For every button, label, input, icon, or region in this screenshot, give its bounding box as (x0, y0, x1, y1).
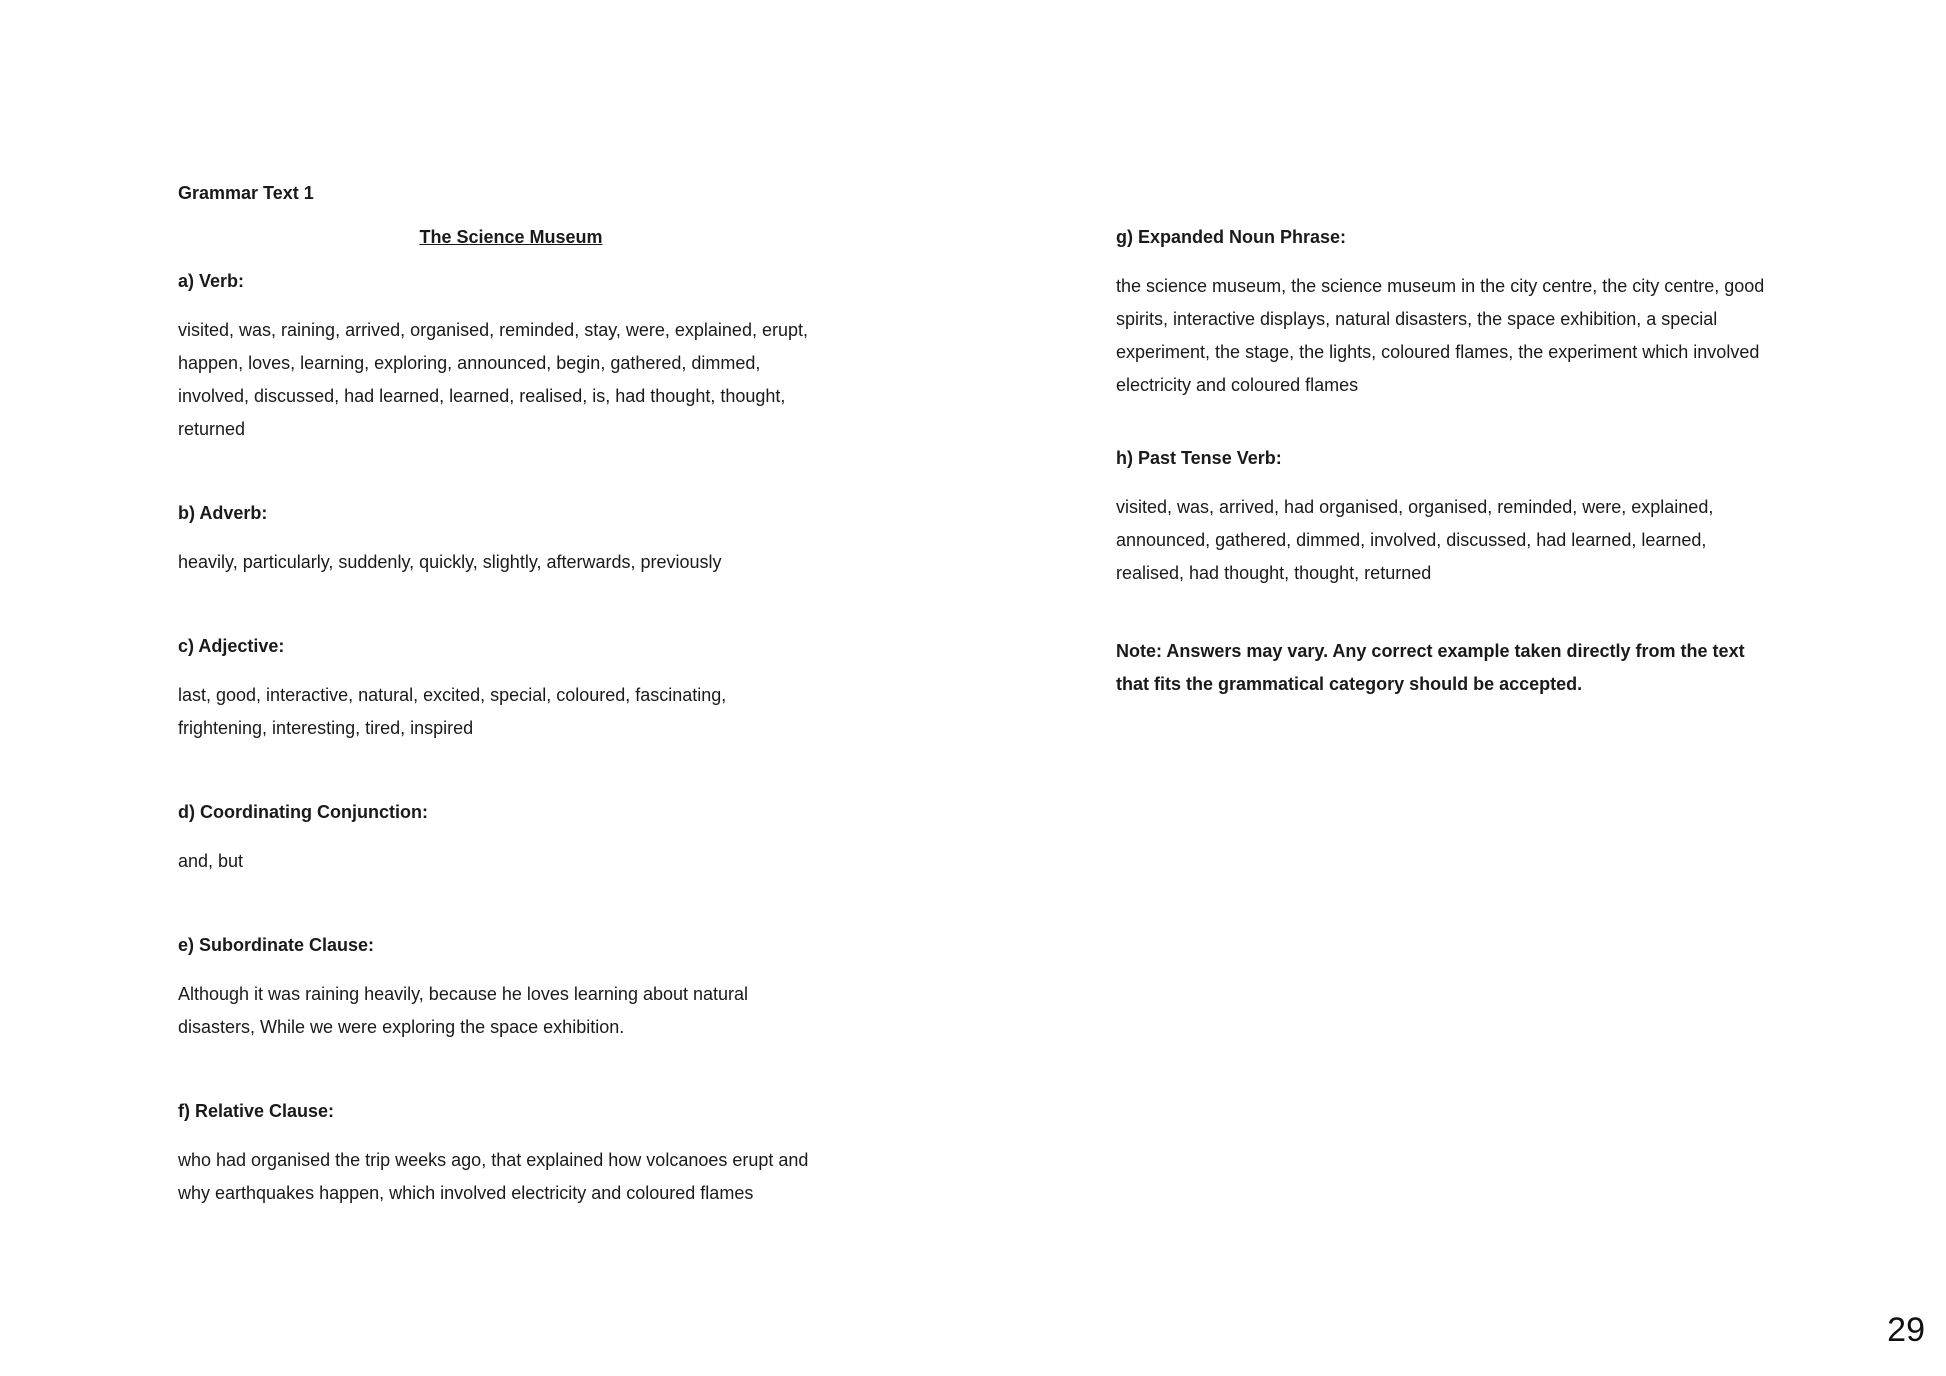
section-coordinating-conjunction (178, 801, 858, 878)
right-column (1116, 226, 1796, 701)
section-heading: b) Adverb: (178, 503, 268, 523)
body-line: visited, was, arrived, had organised, organised, reminded, were, explained, (1116, 497, 1714, 517)
body-line: happen, loves, learning, exploring, announced, begin, gathered, dimmed, (178, 353, 761, 373)
body-line: involved, discussed, had learned, learned, realised, is, had thought, thought, (178, 386, 786, 406)
section-body (178, 1144, 858, 1210)
left-column (178, 182, 858, 1210)
note-line: Note: Answers may vary. Any correct example taken directly from the text (1116, 641, 1745, 661)
section-adjective (178, 635, 858, 745)
section-body (178, 978, 858, 1044)
body-line: realised, had thought, thought, returned (1116, 563, 1432, 583)
body-line: and, but (178, 851, 244, 871)
body-line: the science museum, the science museum in the city centre, the city centre, good (1116, 276, 1765, 296)
section-body (178, 546, 858, 579)
section-expanded-noun-phrase (1116, 226, 1796, 402)
section-heading: e) Subordinate Clause: (178, 935, 375, 955)
body-line: frightening, interesting, tired, inspired (178, 718, 474, 738)
body-line: electricity and coloured flames (1116, 375, 1359, 395)
section-body (178, 314, 858, 446)
body-line: heavily, particularly, suddenly, quickly, slightly, afterwards, previously (178, 552, 722, 572)
section-heading: h) Past Tense Verb: (1116, 448, 1282, 468)
section-body (178, 679, 858, 745)
body-line: disasters, While we were exploring the space exhibition. (178, 1017, 625, 1037)
section-heading: g) Expanded Noun Phrase: (1116, 227, 1347, 247)
section-body (1116, 491, 1796, 590)
section-subordinate-clause (178, 934, 858, 1044)
body-line: last, good, interactive, natural, excited, special, coloured, fascinating, (178, 685, 727, 705)
section-heading: d) Coordinating Conjunction: (178, 802, 428, 822)
section-heading: a) Verb: (178, 271, 245, 291)
answer-note (1116, 635, 1796, 701)
body-line: why earthquakes happen, which involved electricity and coloured flames (178, 1183, 754, 1203)
section-relative-clause (178, 1100, 858, 1210)
section-body (178, 845, 858, 878)
section-body (1116, 270, 1796, 402)
page-number: 29 (1887, 1311, 1925, 1349)
section-heading: f) Relative Clause: (178, 1101, 335, 1121)
section-past-tense-verb (1116, 447, 1796, 590)
section-verb (178, 270, 858, 446)
body-line: spirits, interactive displays, natural disasters, the space exhibition, a special (1116, 309, 1718, 329)
section-heading: c) Adjective: (178, 636, 285, 656)
document-title: The Science Museum (419, 227, 603, 247)
body-line: returned (178, 419, 246, 439)
section-adverb (178, 502, 858, 579)
body-line: who had organised the trip weeks ago, that explained how volcanoes erupt and (178, 1150, 809, 1170)
body-line: experiment, the stage, the lights, coloured flames, the experiment which involved (1116, 342, 1760, 362)
body-line: announced, gathered, dimmed, involved, discussed, had learned, learned, (1116, 530, 1707, 550)
body-line: visited, was, raining, arrived, organised, reminded, stay, were, explained, erupt, (178, 320, 808, 340)
note-line: that fits the grammatical category should be accepted. (1116, 674, 1583, 694)
body-line: Although it was raining heavily, because he loves learning about natural (178, 984, 749, 1004)
document-label: Grammar Text 1 (178, 183, 314, 203)
